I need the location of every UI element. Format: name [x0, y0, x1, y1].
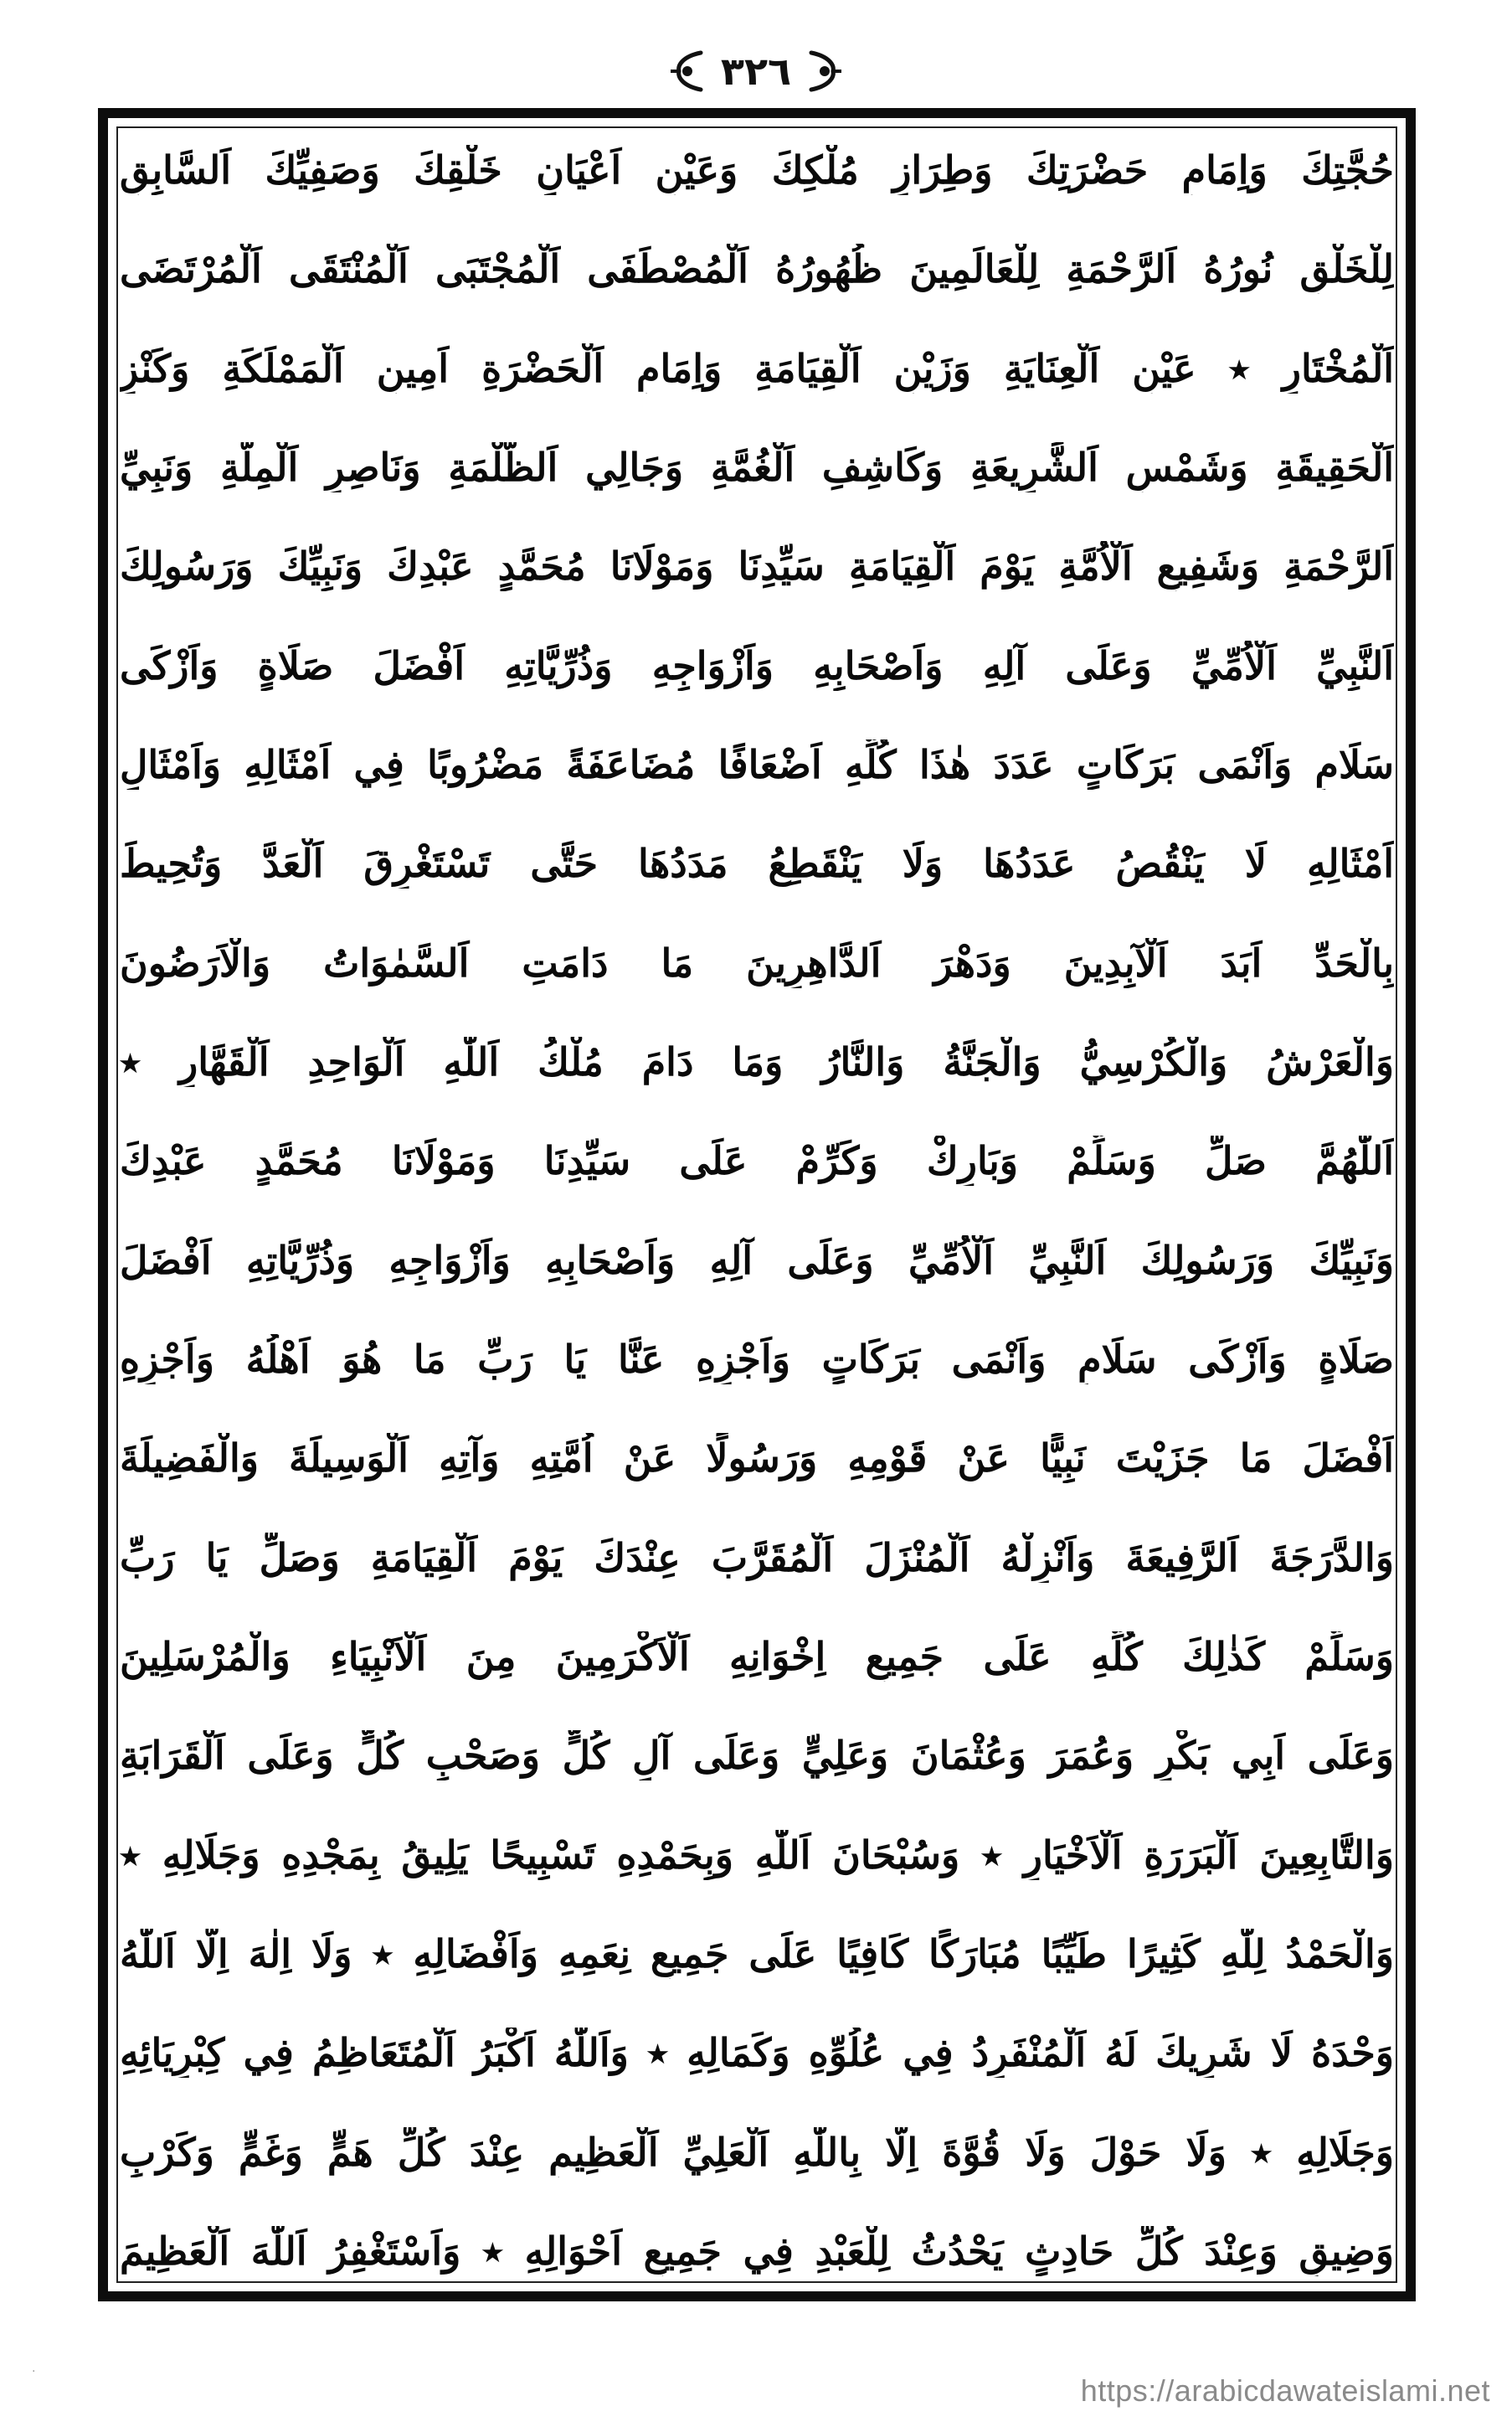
scan-speck: · [32, 2365, 36, 2378]
text-line-20: وَحْدَهُ لَا شَرِيكَ لَهُ اَلْمُنْفَرِدُ فِي عُلُوِّهِ وَكَمَالِهِ ٭ وَاَللّٰهُ اَكْبَرُ اَلْمُتَعَاظِمُ فِي كِبْرِيَائِهِ [120, 2030, 1394, 2076]
text-line-1: حُجَّتِكَ وَاِمَامِ حَضْرَتِكَ وَطِرَازِ مُلْكِكَ وَعَيْنِ اَعْيَانِ خَلْقِكَ وَصَفِيِّكَ اَلسَّابِقِ [120, 147, 1394, 193]
arabic-text-body [120, 145, 1394, 2276]
text-line-17: وَعَلَى اَبِي بَكْرٍ وَعُمَرَ وَعُثْمَانَ وَعَلِيٍّ وَعَلَى آلِ كُلٍّ وَصَحْبِ كُلٍّ وَعَلَى اَلْقَرَابَةِ [120, 1733, 1394, 1779]
text-line-22: وَضِيقٍ وَعِنْدَ كُلِّ حَادِثٍ يَحْدُثُ لِلْعَبْدِ فِي جَمِيعِ اَحْوَالِهِ ٭ وَاَسْتَغْفِرُ اَللّٰهَ اَلْعَظِيمَ [120, 2228, 1394, 2274]
text-line-2: لِلْخَلْقِ نُورُهُ اَلرَّحْمَةِ لِلْعَالَمِينَ ظُهُورُهُ اَلْمُصْطَفَى اَلْمُجْتَبَى اَلْمُنْتَقَى اَلْمُرْتَضَى [120, 246, 1394, 292]
text-line-4: اَلْحَقِيقَةِ وَشَمْسِ اَلشَّرِيعَةِ وَكَاشِفِ اَلْغُمَّةِ وَجَالِي اَلظُّلْمَةِ وَنَاصِرِ اَلْمِلَّةِ وَنَبِيِّ [120, 444, 1394, 490]
text-line-21: وَجَلَالِهِ ٭ وَلَا حَوْلَ وَلَا قُوَّةَ اِلَّا بِاللّٰهِ اَلْعَلِيِّ اَلْعَظِيمِ عِنْدَ كُلِّ هَمٍّ وَغَمٍّ وَكَرْبٍ [120, 2129, 1394, 2175]
text-line-11: اَللّٰهُمَّ صَلِّ وَسَلِّمْ وَبَارِكْ وَكَرِّمْ عَلَى سَيِّدِنَا وَمَوْلَانَا مُحَمَّدٍ عَبْدِكَ [120, 1138, 1394, 1184]
text-line-14: اَفْضَلَ مَا جَزَيْتَ نَبِيًّا عَنْ قَوْمِهِ وَرَسُولًا عَنْ اُمَّتِهِ وَآتِهِ اَلْوَسِيلَةَ وَالْفَضِيلَةَ [120, 1435, 1394, 1481]
page-border-frame [98, 108, 1416, 2301]
page-number-header [0, 33, 1512, 109]
page-number: ٣٢٦ [720, 49, 792, 94]
text-line-13: صَلَاةٍ وَاَزْكَى سَلَامٍ وَاَنْمَى بَرَكَاتٍ وَاَجْزِهِ عَنَّا يَا رَبِّ مَا هُوَ اَهْلُهُ وَاَجْزِهِ [120, 1336, 1394, 1382]
text-line-7: سَلَامٍ وَاَنْمَى بَرَكَاتٍ عَدَدَ هٰذَا كُلِّهِ اَضْعَافًا مُضَاعَفَةً مَضْرُوبًا فِي اَمْثَالِهِ وَاَمْثَالِ [120, 741, 1394, 787]
text-line-9: بِالْحَدِّ اَبَدَ اَلْآبِدِينَ وَدَهْرَ اَلدَّاهِرِينَ مَا دَامَتِ اَلسَّمٰوَاتُ وَالْاَرَضُونَ [120, 940, 1394, 986]
floral-bracket-icon [806, 48, 843, 95]
text-line-3: اَلْمُخْتَارِ ٭ عَيْنِ اَلْعِنَايَةِ وَزَيْنِ اَلْقِيَامَةِ وَاِمَامِ اَلْحَضْرَةِ اَمِينِ اَلْمَمْلَكَةِ وَكَنْزِ [120, 345, 1394, 391]
text-line-8: اَمْثَالِهِ لَا يَنْقُصُ عَدَدُهَا وَلَا يَنْقَطِعُ مَدَدُهَا حَتَّى تَسْتَغْرِقَ اَلْعَدَّ وَتُحِيطَ [120, 841, 1394, 887]
text-line-10: وَالْعَرْشُ وَالْكُرْسِيُّ وَالْجَنَّةُ وَالنَّارُ وَمَا دَامَ مُلْكُ اَللّٰهِ اَلْوَاحِدِ اَلْقَهَّارِ ٭ [120, 1038, 1394, 1085]
text-line-6: اَلنَّبِيِّ اَلْاُمِّيِّ وَعَلَى آلِهِ وَاَصْحَابِهِ وَاَزْوَاجِهِ وَذُرِّيَّاتِهِ اَفْضَلَ صَلَاةٍ وَاَزْكَى [120, 642, 1394, 688]
text-line-5: اَلرَّحْمَةِ وَشَفِيعِ اَلْاُمَّةِ يَوْمَ اَلْقِيَامَةِ سَيِّدِنَا وَمَوْلَانَا مُحَمَّدٍ عَبْدِكَ وَنَبِيِّكَ وَرَسُولِكَ [120, 544, 1394, 590]
text-line-15: وَالدَّرَجَةَ اَلرَّفِيعَةَ وَاَنْزِلْهُ اَلْمُنْزَلَ اَلْمُقَرَّبَ عِنْدَكَ يَوْمَ اَلْقِيَامَةِ وَصَلِّ يَا رَبِّ [120, 1534, 1394, 1580]
floral-bracket-icon [669, 48, 706, 95]
text-line-16: وَسَلِّمْ كَذٰلِكَ كُلِّهِ عَلَى جَمِيعِ اِخْوَانِهِ اَلْاَكْرَمِينَ مِنَ اَلْاَنْبِيَاءِ وَالْمُرْسَلِينَ [120, 1633, 1394, 1679]
text-line-12: وَنَبِيِّكَ وَرَسُولِكَ اَلنَّبِيِّ اَلْاُمِّيِّ وَعَلَى آلِهِ وَاَصْحَابِهِ وَاَزْوَاجِهِ وَذُرِّيَّاتِهِ اَفْضَلَ [120, 1237, 1394, 1283]
text-line-19: وَالْحَمْدُ لِلّٰهِ كَثِيرًا طَيِّبًا مُبَارَكًا كَافِيًا عَلَى جَمِيعِ نِعَمِهِ وَاَفْضَالِهِ ٭ وَلَا اِلٰهَ اِلَّا اَللّٰهُ [120, 1930, 1394, 1976]
text-line-18: وَالتَّابِعِينَ اَلْبَرَرَةِ اَلْاَخْيَارِ ٭ وَسُبْحَانَ اَللّٰهِ وَبِحَمْدِهِ تَسْبِيحًا يَلِيقُ بِمَجْدِهِ وَجَلَالِهِ ٭ [120, 1832, 1394, 1878]
watermark-url: https://arabicdawateislami.net [1080, 2373, 1490, 2408]
